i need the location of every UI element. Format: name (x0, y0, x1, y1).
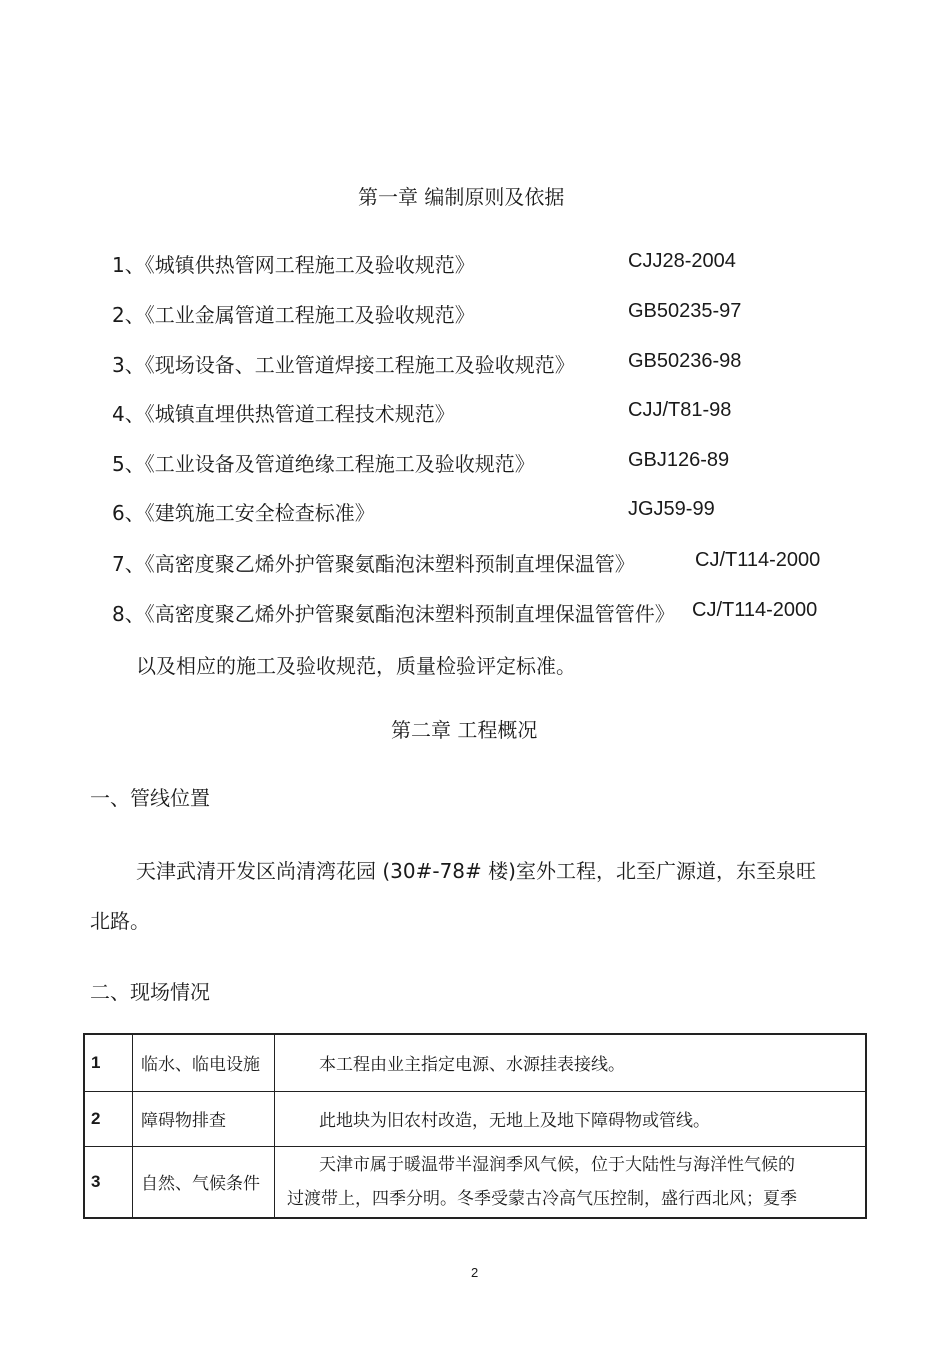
reference-title: 1、《城镇供热管网工程施工及验收规范》 (112, 253, 475, 277)
row-item: 障碍物排查 (133, 1091, 275, 1146)
references-closing: 以及相应的施工及验收规范，质量检验评定标准。 (136, 654, 576, 678)
table-row (84, 1146, 866, 1218)
reference-code: CJJ/T81-98 (628, 399, 732, 421)
description-line: 过渡带上，四季分明。冬季受蒙古冷高气压控制，盛行西北风；夏季 (287, 1188, 797, 1209)
reference-title: 6、《建筑施工安全检查标准》 (112, 501, 375, 525)
reference-code: GB50235-97 (628, 300, 742, 322)
row-number: 1 (84, 1034, 133, 1091)
chapter-1-title: 第一章 编制原则及依据 (358, 185, 565, 209)
pipeline-location-text: 天津武清开发区尚清湾花园 (30#-78# 楼)室外工程，北至广源道，东至泉旺 (136, 859, 816, 883)
description-line: 天津市属于暖温带半湿润季风气候，位于大陆性与海洋性气候的 (319, 1154, 795, 1175)
row-description (275, 1146, 867, 1218)
reference-code: CJ/T114-2000 (695, 549, 821, 571)
reference-title: 3、《现场设备、工业管道焊接工程施工及验收规范》 (112, 353, 575, 377)
reference-code: GBJ126-89 (628, 449, 730, 471)
table-row (84, 1034, 866, 1091)
description-line: 本工程由业主指定电源、水源挂表接线。 (319, 1055, 625, 1076)
chapter-2-title: 第二章 工程概况 (391, 718, 538, 742)
reference-title: 4、《城镇直埋供热管道工程技术规范》 (112, 402, 455, 426)
row-description (275, 1091, 867, 1146)
site-conditions-table (83, 1033, 867, 1219)
table-row (84, 1091, 866, 1146)
pipeline-location-text-cont: 北路。 (90, 909, 150, 933)
section-heading-site-conditions: 二、现场情况 (90, 980, 210, 1004)
reference-code: CJJ28-2004 (628, 250, 736, 272)
row-number: 3 (84, 1146, 133, 1218)
reference-title: 8、《高密度聚乙烯外护管聚氨酯泡沫塑料预制直埋保温管管件》 (112, 602, 675, 626)
row-number: 2 (84, 1091, 133, 1146)
reference-title: 5、《工业设备及管道绝缘工程施工及验收规范》 (112, 452, 535, 476)
reference-code: CJ/T114-2000 (692, 599, 818, 621)
reference-code: GB50236-98 (628, 350, 742, 372)
reference-title: 2、《工业金属管道工程施工及验收规范》 (112, 303, 475, 327)
description-line: 此地块为旧农村改造，无地上及地下障碍物或管线。 (319, 1111, 710, 1131)
page-number: 2 (471, 1265, 479, 1280)
reference-title: 7、《高密度聚乙烯外护管聚氨酯泡沫塑料预制直埋保温管》 (112, 552, 635, 576)
row-description (275, 1034, 867, 1091)
reference-code: JGJ59-99 (628, 498, 715, 520)
section-heading-pipeline-location: 一、管线位置 (90, 786, 210, 810)
row-item: 临水、临电设施 (133, 1034, 275, 1091)
row-item: 自然、气候条件 (133, 1146, 275, 1218)
